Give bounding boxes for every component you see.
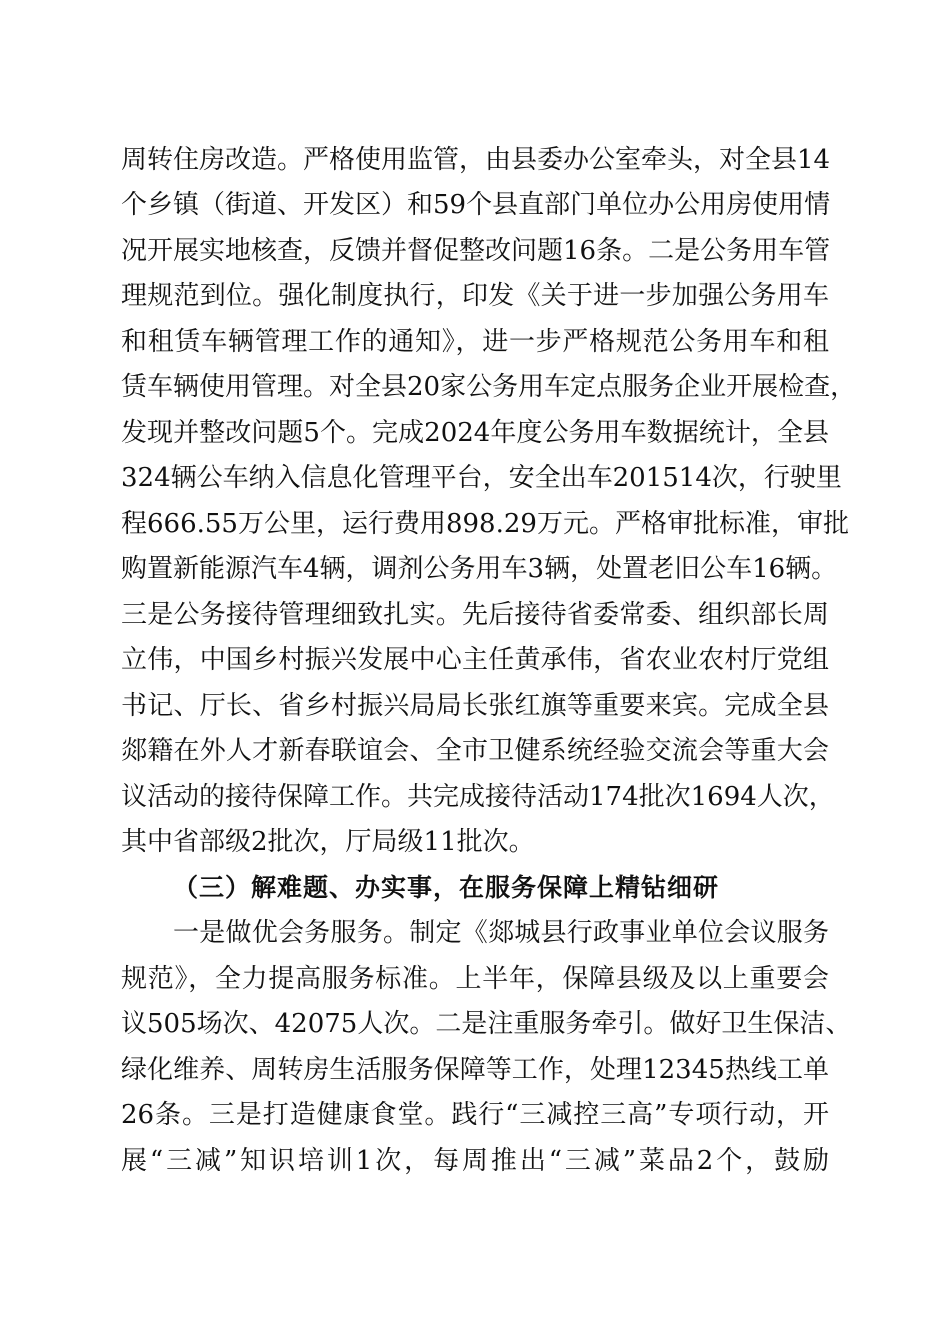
paragraph-line: 赁车辆使用管理。对全县20家公务用车定点服务企业开展检查， [121, 372, 857, 402]
paragraph-line: 郯籍在外人才新春联谊会、全市卫健系统经验交流会等重大会 [121, 736, 829, 766]
paragraph-line: 程666.55万公里，运行费用898.29万元。严格审批标准，审批 [121, 509, 849, 539]
paragraph-line: 展“三减”知识培训1次，每周推出“三减”菜品2个，鼓励 [121, 1146, 829, 1176]
paragraph-line: 26条。三是打造健康食堂。践行“三减控三高”专项行动，开 [121, 1100, 829, 1130]
paragraph-line: 规范》，全力提高服务标准。上半年，保障县级及以上重要会 [121, 964, 829, 994]
paragraph-line: 况开展实地核查，反馈并督促整改问题16条。二是公务用车管 [121, 236, 831, 266]
paragraph-line: 书记、厅长、省乡村振兴局局长张红旗等重要来宾。完成全县 [121, 691, 829, 721]
paragraph-line: 周转住房改造。严格使用监管，由县委办公室牵头，对全县14 [121, 145, 831, 175]
paragraph-line: 绿化维养、周转房生活服务保障等工作，处理12345热线工单 [121, 1055, 829, 1085]
paragraph-line: 理规范到位。强化制度执行，印发《关于进一步加强公务用车 [121, 281, 829, 311]
paragraph-line: 三是公务接待管理细致扎实。先后接待省委常委、组织部长周 [121, 600, 829, 630]
paragraph-line: 议活动的接待保障工作。共完成接待活动174批次1694人次， [121, 782, 835, 812]
paragraph-line: 发现并整改问题5个。完成2024年度公务用车数据统计，全县 [121, 418, 829, 448]
paragraph-line: 其中省部级2批次，厅局级11批次。 [121, 827, 535, 857]
paragraph-line: 一是做优会务服务。制定《郯城县行政事业单位会议服务 [173, 918, 829, 948]
section-heading: （三）解难题、办实事，在服务保障上精钻细研 [173, 873, 720, 902]
paragraph-line: 个乡镇（街道、开发区）和59个县直部门单位办公用房使用情 [121, 190, 831, 220]
paragraph-line: 和租赁车辆管理工作的通知》，进一步严格规范公务用车和租 [121, 327, 829, 357]
paragraph-line: 购置新能源汽车4辆，调剂公务用车3辆，处置老旧公车16辆。 [121, 554, 838, 584]
paragraph-line: 324辆公车纳入信息化管理平台，安全出车201514次，行驶里 [121, 463, 842, 493]
paragraph-line: 立伟，中国乡村振兴发展中心主任黄承伟，省农业农村厅党组 [121, 645, 829, 675]
paragraph-line: 议505场次、42075人次。二是注重服务牵引。做好卫生保洁、 [121, 1009, 852, 1039]
